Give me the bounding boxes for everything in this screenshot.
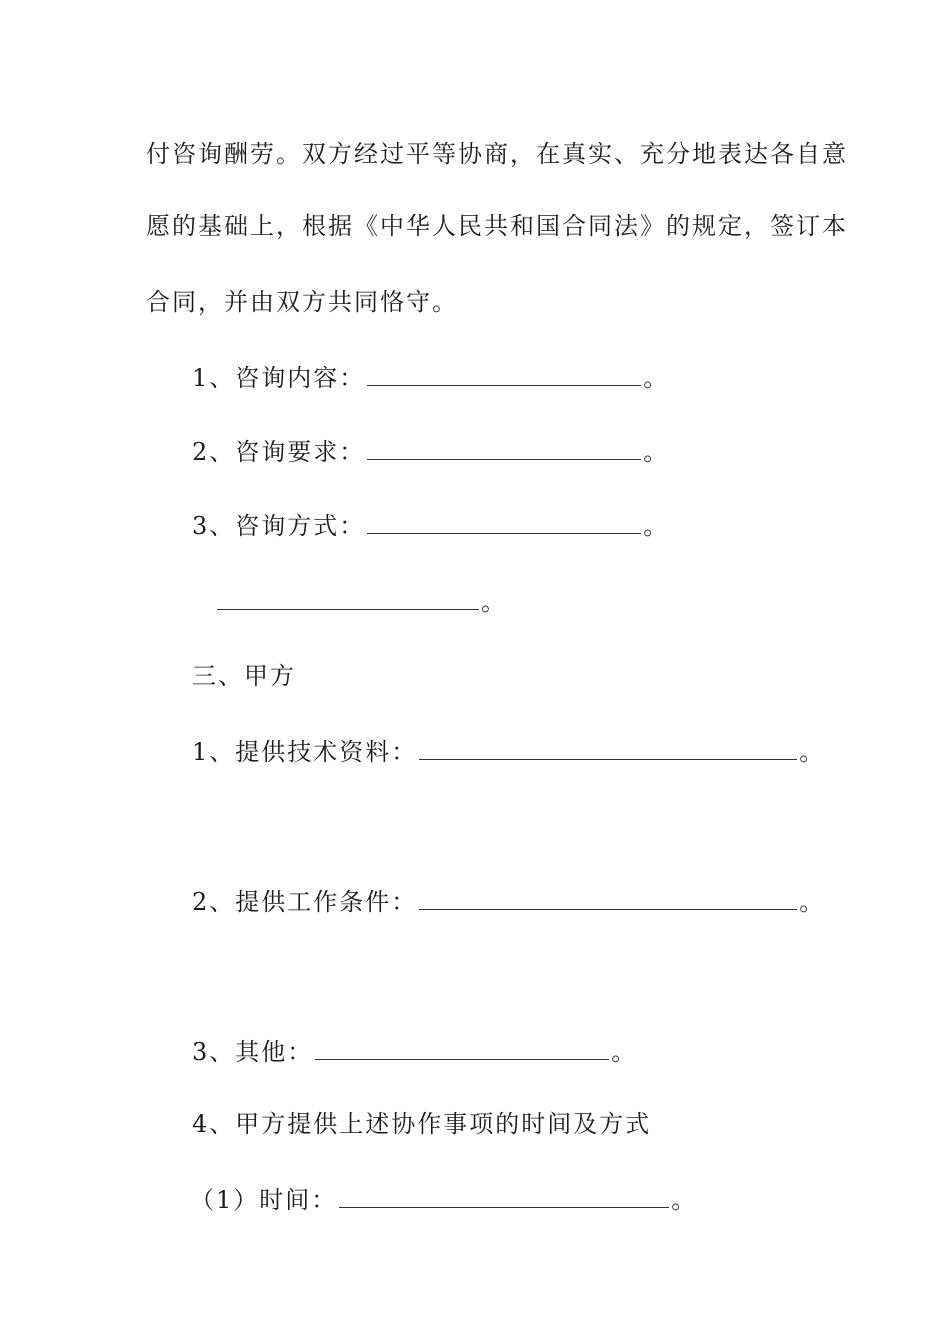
extra-blank-row	[215, 586, 507, 618]
time-blank[interactable]	[339, 1185, 669, 1208]
time-row	[190, 1184, 697, 1216]
consult-method-end: 。	[643, 512, 670, 540]
tech-data-end: 。	[799, 738, 826, 766]
paragraph-line-2: 愿的基础上，根据《中华人民共和国合同法》的规定，签订本	[146, 212, 848, 240]
consult-content-end: 。	[643, 364, 670, 392]
consult-content-label: 1、咨询内容：	[192, 364, 366, 392]
work-conditions-end: 。	[799, 888, 826, 916]
other-end: 。	[611, 1038, 638, 1066]
consult-requirement-end: 。	[643, 438, 670, 466]
tech-data-label: 1、提供技术资料：	[192, 738, 418, 766]
consult-requirement-label: 2、咨询要求：	[192, 438, 366, 466]
consult-method-label: 3、咨询方式：	[192, 512, 366, 540]
cooperation-time-method-heading: 4、甲方提供上述协作事项的时间及方式	[192, 1110, 652, 1138]
other-label: 3、其他：	[192, 1038, 314, 1066]
tech-data-row	[192, 736, 825, 768]
consult-requirement-blank[interactable]	[367, 437, 641, 460]
time-end: 。	[671, 1186, 698, 1214]
work-conditions-blank[interactable]	[419, 887, 797, 910]
consult-requirement-row	[192, 436, 669, 468]
section-three-heading: 三、甲方	[192, 662, 296, 690]
consult-method-blank[interactable]	[367, 511, 641, 534]
time-label: （1）时间：	[190, 1186, 338, 1214]
consult-content-row	[192, 362, 669, 394]
work-conditions-label: 2、提供工作条件：	[192, 888, 418, 916]
tech-data-blank[interactable]	[419, 737, 797, 760]
other-row	[192, 1036, 637, 1068]
other-blank[interactable]	[315, 1037, 609, 1060]
extra-blank[interactable]	[217, 587, 479, 610]
consult-method-row	[192, 510, 669, 542]
paragraph-line-1: 付咨询酬劳。双方经过平等协商，在真实、充分地表达各自意	[146, 140, 848, 168]
paragraph-line-3: 合同，并由双方共同恪守。	[146, 288, 458, 316]
consult-content-blank[interactable]	[367, 363, 641, 386]
extra-blank-end: 。	[481, 588, 507, 616]
work-conditions-row	[192, 886, 825, 918]
